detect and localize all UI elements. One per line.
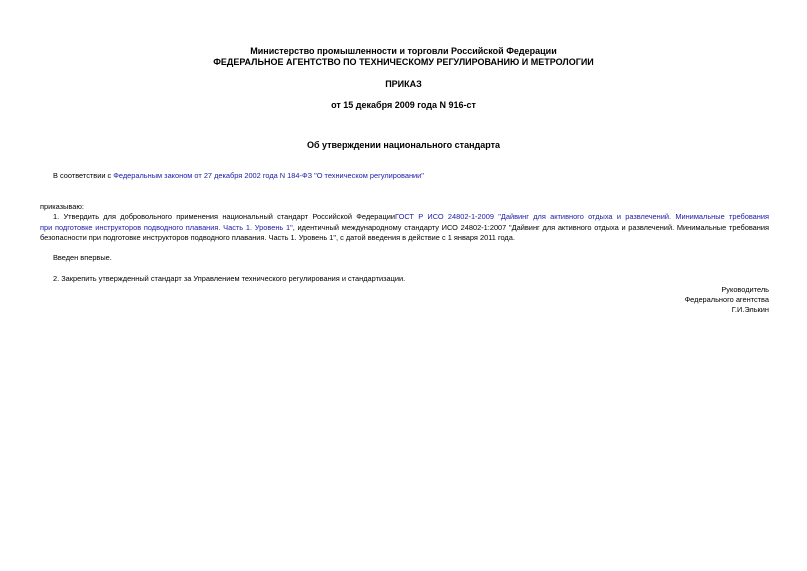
document-subject: Об утверждении национального стандарта [306, 140, 501, 150]
signature-title-line-2: Федерального агентства [684, 295, 769, 304]
item-1-line-2 [40, 223, 769, 234]
federal-law-link[interactable]: Федеральным законом от 27 декабря 2002 года N 184-ФЗ "О техническом регулировании" [113, 171, 424, 180]
item-1-line-3: безопасности при подготовке инструкторов подводного плавания. Часть 1. Уровень 1", с датой введения в действие с 1 января 2011 года. [40, 233, 515, 242]
signature-name: Г.И.Элькин [731, 305, 769, 314]
item-1-prefix: 1. Утвердить для добровольного применения национальный стандарт Российской Федерации [53, 212, 395, 221]
item-1-paragraph [40, 212, 769, 244]
item-2-paragraph: 2. Закрепить утвержденный стандарт за Управлением технического регулирования и стандартизации. [53, 274, 406, 283]
item-1-suffix: , идентичный международному стандарту ИСО 24802-1:2007 "Дайвинг для активного отдыха и развлечений. Минимальные требования [292, 222, 769, 232]
document-type: ПРИКАЗ [385, 79, 422, 89]
agency-title: ФЕДЕРАЛЬНОЕ АГЕНТСТВО ПО ТЕХНИЧЕСКОМУ РЕГУЛИРОВАНИЮ И МЕТРОЛОГИИ [213, 57, 594, 67]
signature-title-line-1: Руководитель [721, 285, 769, 294]
order-word: приказываю: [40, 202, 84, 211]
item-1-line-1 [40, 212, 769, 223]
gost-standard-link-continued[interactable]: при подготовке инструкторов подводного плавания. Часть 1. Уровень 1" [40, 222, 293, 232]
document-date-number: от 15 декабря 2009 года N 916-ст [331, 100, 476, 110]
introduced-note: Введен впервые. [53, 253, 112, 262]
basis-paragraph [53, 171, 424, 181]
basis-prefix: В соответствии с [53, 171, 114, 180]
ministry-title: Министерство промышленности и торговли Российской Федерации [250, 46, 557, 56]
gost-standard-link[interactable]: ГОСТ Р ИСО 24802-1-2009 "Дайвинг для активного отдыха и развлечений. Минимальные требования [394, 212, 769, 221]
